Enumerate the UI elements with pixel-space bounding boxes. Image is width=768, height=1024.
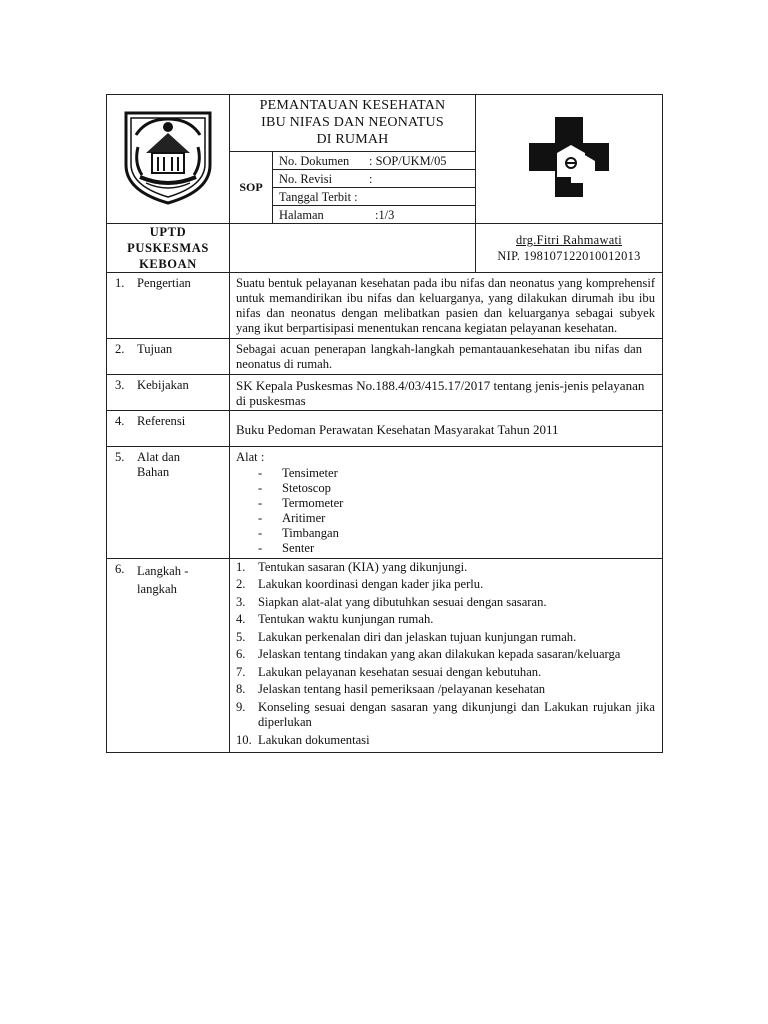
list-item-text: Stetoscop	[282, 481, 331, 495]
signer-block	[476, 224, 663, 273]
section-label: Kebijakan	[137, 378, 189, 392]
list-item: 5. Lakukan perkenalan diri dan jelaskan tujuan kunjungan rumah.	[236, 630, 655, 646]
step-text: Lakukan dokumentasi	[258, 732, 370, 747]
org-line-2: PUSKESMAS	[127, 241, 209, 255]
section-number: 6.	[115, 562, 125, 576]
list-item: - Senter	[258, 541, 315, 555]
list-item: 10. Lakukan dokumentasi	[236, 733, 655, 749]
meta-halaman	[273, 206, 476, 224]
meta-label: Halaman	[279, 208, 324, 222]
step-text: Jelaskan tentang tindakan yang akan dilakukan kepada sasaran/keluarga	[258, 647, 621, 662]
list-item: 8. Jelaskan tentang hasil pemeriksaan /pelayanan kesehatan	[236, 682, 655, 698]
meta-label: Tanggal Terbit	[279, 190, 352, 204]
section-heading-cell	[107, 559, 230, 753]
list-item: - Timbangan	[258, 526, 339, 540]
section-label: Referensi	[137, 414, 186, 428]
meta-sep: :	[375, 208, 379, 222]
steps-list	[236, 560, 655, 749]
step-text: Lakukan koordinasi dengan kader jika perlu.	[258, 577, 484, 592]
list-item: - Tensimeter	[258, 466, 338, 480]
section-alat-bahan	[107, 447, 663, 559]
alat-intro: Alat :	[236, 450, 265, 464]
sop-table	[106, 94, 663, 753]
step-text: Konseling sesuai dengan sasaran yang dikunjungi dan Lakukan rujukan jika diperlukan	[258, 699, 656, 730]
section-text: SK Kepala Puskesmas No.188.4/03/415.17/2017 tentang jenis-jenis pelayanan di puskesmas	[230, 375, 663, 411]
title-line-1: PEMANTAUAN KESEHATAN	[259, 98, 446, 113]
meta-no-revisi	[273, 170, 476, 188]
meta-sep: :	[354, 190, 358, 204]
list-item-text: Aritimer	[282, 511, 326, 525]
list-item: 3. Siapkan alat-alat yang dibutuhkan sesuai dengan sasaran.	[236, 595, 655, 611]
meta-no-dokumen	[273, 152, 476, 170]
step-text: Lakukan perkenalan diri dan jelaskan tujuan kunjungan rumah.	[258, 629, 577, 644]
list-item-text: Senter	[282, 541, 315, 555]
org-line-1: UPTD	[149, 225, 187, 239]
section-number: 3.	[115, 378, 125, 392]
section-heading-cell	[107, 375, 230, 411]
sop-label: SOP	[230, 152, 273, 224]
org-line-3: KEBOAN	[139, 257, 197, 271]
step-text: Tentukan sasaran (KIA) yang dikunjungi.	[258, 560, 468, 574]
puskesmas-cross-icon	[519, 107, 619, 211]
section-number: 2.	[115, 342, 125, 356]
list-item: 7. Lakukan pelayanan kesehatan sesuai dengan kebutuhan.	[236, 665, 655, 681]
title-line-3: DI RUMAH	[316, 132, 389, 147]
meta-tanggal-terbit	[273, 188, 476, 206]
list-item: 6. Jelaskan tentang tindakan yang akan dilakukan kepada sasaran/keluarga	[236, 647, 655, 663]
puskesmas-logo-cell	[476, 95, 663, 224]
organization-name	[107, 224, 230, 273]
meta-sep: :	[369, 172, 373, 186]
step-text: Lakukan pelayanan kesehatan sesuai dengan kebutuhan.	[258, 664, 542, 679]
meta-label: No. Dokumen	[279, 154, 350, 168]
alat-list	[236, 466, 655, 556]
signer-name: drg.Fitri Rahmawati	[516, 233, 622, 247]
step-text: Siapkan alat-alat yang dibutuhkan sesuai dengan sasaran.	[258, 594, 547, 609]
document-title	[230, 95, 476, 152]
section-kebijakan	[107, 375, 663, 411]
meta-value: SOP/UKM/05	[375, 154, 447, 168]
section-referensi	[107, 411, 663, 447]
list-item: - Termometer	[258, 496, 344, 510]
signer-nip: NIP. 198107122010012013	[497, 249, 641, 263]
section-number: 4.	[115, 414, 125, 428]
empty-cell	[230, 224, 476, 273]
sop-document	[106, 94, 662, 753]
list-item-text: Tensimeter	[282, 466, 338, 480]
section-content	[230, 447, 663, 559]
section-label: Tujuan	[137, 342, 173, 356]
meta-label: No. Revisi	[279, 172, 333, 186]
section-pengertian	[107, 273, 663, 339]
regency-emblem-icon	[116, 107, 220, 211]
list-item: 4. Tentukan waktu kunjungan rumah.	[236, 612, 655, 628]
section-label-line-1: Langkah -	[137, 564, 189, 578]
list-item: 1. Tentukan sasaran (KIA) yang dikunjungi.	[236, 560, 655, 576]
section-heading-cell	[107, 447, 230, 559]
section-langkah	[107, 559, 663, 753]
section-label-line-2: Bahan	[137, 465, 170, 479]
regency-emblem-cell	[107, 95, 230, 224]
step-text: Jelaskan tentang hasil pemeriksaan /pelayanan kesehatan	[258, 682, 546, 697]
section-label: Pengertian	[137, 276, 191, 290]
section-label-line-2: langkah	[137, 582, 177, 596]
list-item-text: Termometer	[282, 496, 344, 510]
section-label-line-1: Alat dan	[137, 450, 181, 464]
section-heading-cell	[107, 411, 230, 447]
section-tujuan	[107, 339, 663, 375]
section-number: 5.	[115, 450, 125, 464]
section-text: Sebagai acuan penerapan langkah-langkah pemantauankesehatan ibu nifas dan neonatus di rumah.	[230, 339, 663, 375]
step-text: Tentukan waktu kunjungan rumah.	[258, 612, 434, 627]
title-line-2: IBU NIFAS DAN NEONATUS	[261, 115, 444, 130]
list-item-text: Timbangan	[282, 526, 339, 540]
list-item: - Stetoscop	[258, 481, 331, 495]
section-text: Suatu bentuk pelayanan kesehatan pada ibu nifas dan neonatus yang komprehensif untuk memandirikan ibu nifas dan keluarganya, yang dilakukan dirumah ibu ibu nifas dan neonatus dengan melibatkan pasien dan keluarganya sebagai subyek yang ikut berpartisipasi menentukan rencana kegiatan pelayanan kesehatan.	[230, 273, 663, 339]
list-item: 2. Lakukan koordinasi dengan kader jika perlu.	[236, 577, 655, 593]
section-text: Buku Pedoman Perawatan Kesehatan Masyarakat Tahun 2011	[230, 411, 663, 447]
meta-sep: :	[369, 154, 373, 168]
list-item: 9. Konseling sesuai dengan sasaran yang dikunjungi dan Lakukan rujukan jika diperlukan	[236, 699, 656, 730]
meta-value: 1/3	[378, 208, 395, 222]
section-heading-cell	[107, 273, 230, 339]
section-heading-cell	[107, 339, 230, 375]
list-item: - Aritimer	[258, 511, 326, 525]
section-number: 1.	[115, 276, 125, 290]
section-content	[230, 559, 663, 753]
